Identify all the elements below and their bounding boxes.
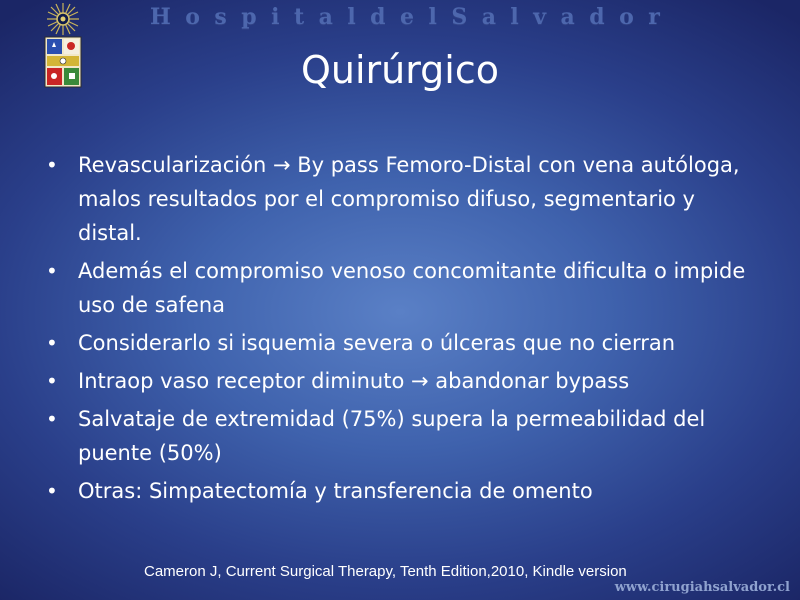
- bullet-icon: •: [46, 369, 58, 393]
- arrow-right-icon: →: [272, 153, 291, 177]
- bullet-text: Revascularización: [78, 153, 273, 177]
- header-letter: o: [185, 4, 200, 30]
- arrow-right-icon: →: [410, 369, 429, 393]
- citation-text: Cameron J, Current Surgical Therapy, Tenth Edition,2010, Kindle version: [144, 563, 627, 580]
- header-letter: l: [347, 4, 356, 30]
- header-letter: s: [214, 4, 227, 30]
- header-letter: r: [648, 4, 660, 30]
- bullet-icon: •: [46, 259, 58, 283]
- bullet-icon: •: [46, 331, 58, 355]
- bullet-item: [40, 326, 760, 360]
- bullet-icon: •: [46, 153, 58, 177]
- bullet-text: By pass Femoro-Distal con vena autóloga, malos resultados por el compromiso difuso, segmentario y distal.: [78, 153, 740, 245]
- bullet-text: Además el compromiso venoso concomitante dificulta o impide uso de safena: [78, 259, 746, 317]
- header-letter: l: [510, 4, 519, 30]
- header-letter: i: [271, 4, 280, 30]
- header-letter: p: [241, 4, 257, 30]
- header-letter: S: [451, 4, 468, 30]
- header-letter: l: [428, 4, 437, 30]
- header-letter: o: [619, 4, 634, 30]
- website-url: www.cirugiahsalvador.cl: [614, 580, 790, 595]
- bullet-text: abandonar bypass: [428, 369, 630, 393]
- bullet-icon: •: [46, 407, 58, 431]
- bullet-text: Intraop vaso receptor diminuto: [78, 369, 411, 393]
- header-letter: a: [560, 4, 575, 30]
- bullet-text: Salvataje de extremidad (75%) supera la permeabilidad del puente (50%): [78, 407, 706, 465]
- header-letter: a: [318, 4, 333, 30]
- bullet-text: Considerarlo si isquemia severa o úlceras que no cierran: [78, 331, 676, 355]
- bullet-item: [40, 148, 760, 250]
- bullet-item: [40, 364, 760, 398]
- bullet-item: [40, 474, 760, 508]
- bullet-text: Otras: Simpatectomía y transferencia de omento: [78, 479, 593, 503]
- header-letter: v: [533, 4, 547, 30]
- header-letter: H: [150, 4, 171, 30]
- bullet-icon: •: [46, 479, 58, 503]
- sun-icon: [46, 2, 80, 36]
- hospital-name-header: [150, 4, 660, 30]
- header-letter: t: [293, 4, 305, 30]
- bullet-item: [40, 254, 760, 322]
- header-letter: d: [589, 4, 605, 30]
- slide-title: Quirúrgico: [300, 48, 500, 92]
- bullet-list: [40, 148, 760, 512]
- header-letter: a: [481, 4, 496, 30]
- header-letter: d: [370, 4, 386, 30]
- header-letter: e: [400, 4, 415, 30]
- bullet-item: [40, 402, 760, 470]
